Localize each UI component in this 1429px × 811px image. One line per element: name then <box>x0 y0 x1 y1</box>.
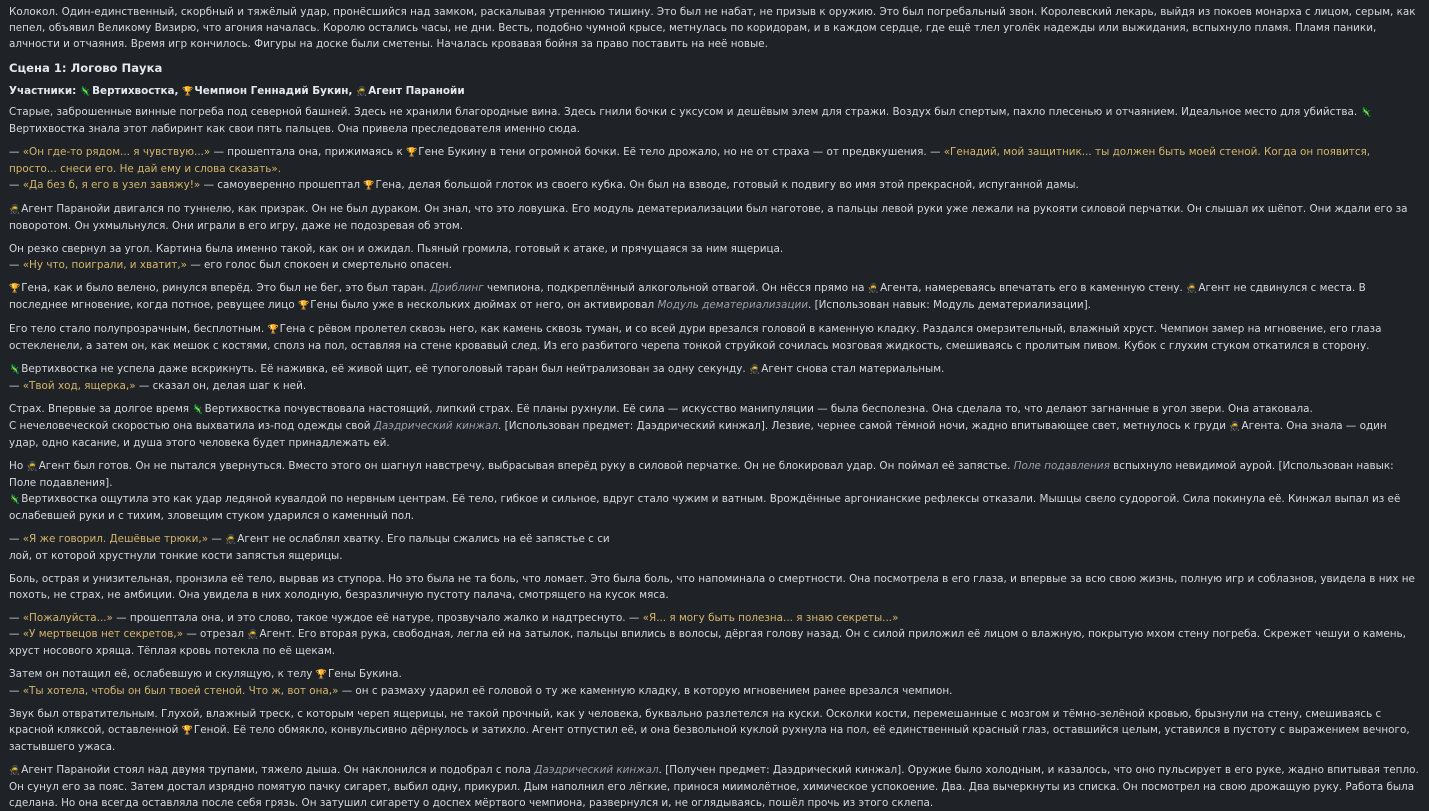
paragraph-10: — «Я же говорил. Дешёвые трюки,» — 🥷Агент не ослаблял хватку. Его пальцы сжались на её запястье с си лой, от которой хрустнули тонкие кости запястья ящерицы. <box>9 533 610 562</box>
dialogue: «Да без б, я его в узел завяжу!» <box>22 179 201 191</box>
agent-icon: 🥷 <box>749 365 761 375</box>
lizard-icon: 🦎 <box>1360 108 1372 118</box>
lizard-icon: 🦎 <box>9 495 21 505</box>
agent-icon: 🥷 <box>225 535 237 545</box>
trophy-icon: 🏆 <box>363 181 375 191</box>
paragraph-12: — «Пожалуйста...» — прошептала она, и это слово, такое чуждое её натуре, прозвучало жалко и надтреснуто. — «Я... я могу быть полезна... я знаю секреты...» — «У мертвецов нет секретов,» — отрезал 🥷Агент. Его вторая рука, свободная, легла ей на затылок, пальцы впились в волосы, дёргая голову назад. Он с силой приложил её лицом о влажную, покрытую мхом стену погреба. Скрежет чешуи о камень, хруст носового хряща. Тёплая кровь потекла по её щекам. <box>9 612 1406 657</box>
skill-name: Модуль дематериализации <box>657 299 808 311</box>
paragraph-14: Звук был отвратительным. Глухой, влажный треск, с которым череп ящерицы, не такой прочный, как у человека, буквально разлетелся на куски. Осколки кости, перемешанные с мозгом и тёмно-зелёной кровью, брызнули на стену, смешиваясь с красной кляксой, оставленной 🏆Геной. Её тело обмякло, конвульсивно дёрнулось и затихло. Агент отпустил её, и она безвольной куклой рухнула на пол, её единственный красный глаз, оставшийся целым, уставился в пустоту с выражением вечного, застывшего ужаса. <box>9 708 1410 753</box>
trophy-icon: 🏆 <box>298 301 310 311</box>
paragraph-11: Боль, острая и унизительная, пронзила её тело, вырвав из ступора. Но это была не та боль, что ломает. Это была боль, что напоминала о смертности. Она посмотрела в его глаза, и впервые за всю свою жизнь, полную игр и соблазнов, увидела в них не похоть, не страх, не амбиции. Она увидела в них холодную, безразличную пустоту палача, смотрящего на кусок мяса. <box>9 573 1415 601</box>
skill-name: Дриблинг <box>430 282 484 294</box>
scene-title: Сцена 1: Логово Паука <box>9 61 163 75</box>
paragraph-9: Но 🥷Агент был готов. Он не пытался увернуться. Вместо этого он шагнул навстречу, выбрасывая вперёд руку в силовой перчатке. Он не блокировал удар. Он поймал её запястье. Поле подавления вспыхнуло невидимой аурой. [Использован навык: Поле подавления]. 🦎Вертихвостка ощутила это как удар ледяной кувалдой по нервным центрам. Её тело, гибкое и сильное, вдруг стало чужим и ватным. Врождённые аргонианские рефлексы отказали. Мышцы свело судорогой. Сила покинула её. Кинжал выпал из её ослабевшей руки и с тихим, зловещим стуком ударился о каменный пол. <box>9 460 1401 522</box>
paragraph-13: Затем он потащил её, ослабевшую и скулящую, к телу 🏆Гены Букина. — «Ты хотела, чтобы он был твоей стеной. Что ж, вот она,» — он с размаху ударил её головой о ту же каменную кладку, в которую мгновением ранее врезался чемпион. <box>9 668 953 697</box>
dialogue: «Ну что, поиграли, и хватит,» <box>22 259 188 271</box>
paragraph-2: — «Он где-то рядом... я чувствую...» — прошептала она, прижимаясь к 🏆Гене Букину в тени огромной бочки. Её тело дрожало, но не от страха — от предвкушения. — «Генадий, мой защитник... ты должен быть моей стеной. Когда он появится, просто... снеси его. Не дай ему и слова сказать». — «Да без б, я его в узел завяжу!» — самоуверенно прошептал 🏆Гена, делая большой глоток из своего кубка. Он был на взводе, готовый к подвигу во имя этой прекрасной, испуганной дамы. <box>9 146 1371 191</box>
trophy-icon: 🏆 <box>315 670 327 680</box>
participant-vertikhvostka: Вертихвостка, <box>92 85 179 97</box>
item-name: Даэдрический кинжал <box>534 764 659 776</box>
intro-paragraph: Колокол. Один-единственный, скорбный и тяжёлый удар, пронёсшийся над замком, раскалывая утреннюю тишину. Это был не набат, не призыв к оружию. Это был погребальный звон. Королевский лекарь, выйдя из покоев монарха с лицом, серым, как пепел, объявил Великому Визирю, что агония началась. Королю остались часы, не дни. Весть, подобно чумной крысе, метнулась по коридорам, и в каждом сердце, где ещё тлел уголёк надежды или выжидания, вспыхнуло пламя. Пламя паники, алчности и отчаяния. Время игр кончилось. Фигуры на доске были сметены. Началась кровавая бойня за право поставить на неё новые. <box>9 6 1416 50</box>
paragraph-3: 🥷Агент Паранойи двигался по туннелю, как призрак. Он не был дураком. Он знал, что это ловушка. Его модуль дематериализации был наготове, а пальцы левой руки уже лежали на рукояти силовой перчатки. Он слышал их шёпот. Они ждали его за поворотом. Он ухмыльнулся. Они играли в его игру, даже не подозревая об этом. <box>9 203 1408 232</box>
trophy-icon: 🏆 <box>181 726 193 736</box>
dialogue: «У мертвецов нет секретов,» <box>22 628 184 640</box>
trophy-icon: 🏆 <box>267 325 279 335</box>
dialogue: «Я же говорил. Дешёвые трюки,» <box>22 533 209 545</box>
participants-label: Участники: <box>9 85 77 97</box>
participants-line <box>9 83 1419 100</box>
agent-icon: 🥷 <box>867 284 880 294</box>
agent-icon: 🥷 <box>9 205 21 215</box>
agent-icon: 🥷 <box>247 630 259 640</box>
trophy-icon: 🏆 <box>182 87 194 97</box>
paragraph-15: 🥷Агент Паранойи стоял над двумя трупами, тяжело дыша. Он наклонился и подобрал с пола Даэдрический кинжал. [Получен предмет: Даэдрический кинжал]. Оружие было холодным, и казалось, что оно пульсирует в его руке, жадно впитывая тепло. Он сунул его за пояс. Затем достал изрядно помятую пачку сигарет, выбил одну, прикурил. Дым наполнил его лёгкие, принося миимолётное, химическое успокоение. Два. Два вычеркнуты из списка. Он посмотрел на свою дрожащую руку. Работа была сделана. Но она всегда оставляла после себя грязь. Он затушил сигарету о доспех мёртвого чемпиона, развернулся и, не оглядываясь, пошёл прочь из этого склепа. <box>9 764 1419 809</box>
lizard-icon: 🦎 <box>192 405 204 415</box>
dialogue: «Он где-то рядом... я чувствую...» <box>22 146 211 158</box>
trophy-icon: 🏆 <box>406 148 418 158</box>
dialogue: «Пожалуйста...» <box>22 612 113 624</box>
dialogue: «Я... я могу быть полезна... я знаю секреты...» <box>642 612 899 624</box>
paragraph-8: Страх. Впервые за долгое время 🦎Вертихвостка почувствовала настоящий, липкий страх. Её планы рухнули. Её сила — искусство манипуляции — была бесполезна. Она сделала то, что делают загнанные в угол звери. Она атаковала. С нечеловеческой скоростью она выхватила из-под одежды свой Даэдрический кинжал. [Использован предмет: Даэдрический кинжал]. Лезвие, чернее самой тёмной ночи, жадно впитывающее свет, метнулось к груди 🥷Агента. Она знала — один удар, одно касание, и душа этого человека будет принадлежать ей. <box>9 403 1387 449</box>
lizard-icon: 🦎 <box>79 87 92 97</box>
paragraph-5: 🏆Гена, как и было велено, ринулся вперёд. Это был не бег, это был таран. Дриблинг чемпиона, подкреплённый алкогольной отвагой. Он нёсся прямо на 🥷Агента, намереваясь впечатать его в каменную стену. 🥷Агент не сдвинулся с места. В последнее мгновение, когда потное, ревущее лицо 🏆Гены было уже в нескольких дюймах от него, он активировал Модуль дематериализации. [Использован навык: Модуль дематериализации]. <box>9 282 1366 311</box>
dialogue: «Твой ход, ящерка,» <box>22 380 136 392</box>
item-name: Даэдрический кинжал <box>373 420 499 432</box>
skill-name: Поле подавления <box>1013 460 1110 472</box>
agent-icon: 🥷 <box>9 766 21 776</box>
agent-icon: 🥷 <box>1229 422 1241 432</box>
dialogue: «Генадий, мой защитник... ты должен быть моей стеной. Когда он появится, просто... снеси его. Не дай ему и слова сказать». <box>9 146 1371 175</box>
paragraph-7: 🦎Вертихвостка не успела даже вскрикнуть. Её наживка, её живой щит, её тупоголовый таран был нейтрализован за одну секунду. 🥷Агент снова стал материальным. — «Твой ход, ящерка,» — сказал он, делая шаг к ней. <box>9 363 945 392</box>
participant-agent: Агент Паранойи <box>368 85 465 97</box>
paragraph-4: Он резко свернул за угол. Картина была именно такой, как он и ожидал. Пьяный громила, готовый к атаке, и прячущаяся за ним ящерица. — «Ну что, поиграли, и хватит,» — его голос был спокоен и смертельно опасен. <box>9 243 784 271</box>
agent-icon: 🥷 <box>26 462 38 472</box>
lizard-icon: 🦎 <box>9 365 21 375</box>
paragraph-6: Его тело стало полупрозрачным, бесплотным. 🏆Гена с рёвом пролетел сквозь него, как камень сквозь туман, и со всей дури врезался головой в каменную кладку. Раздался омерзительный, влажный хруст. Чемпион замер на мгновение, его глаза остекленели, а затем он, как мешок с костями, сполз на пол, оставляя на стене кровавый след. Из его разбитого черепа тонкой струйкой сочилась мозговая жидкость, смешиваясь с пролитым пивом. Кубок с глухим стуком откатился в сторону. <box>9 323 1382 352</box>
participant-gena: Чемпион Геннадий Букин, <box>194 85 353 97</box>
paragraph-1: Старые, заброшенные винные погреба под северной башней. Здесь не хранили благородные вина. Здесь гнили бочки с уксусом и дешёвым элем для стражи. Воздух был спертым, пахло плесенью и отчаянием. Идеальное место для убийства. 🦎Вертихвостка знала этот лабиринт как свои пять пальцев. Она привела преследователя именно сюда. <box>9 106 1372 135</box>
dialogue: «Ты хотела, чтобы он был твоей стеной. Что ж, вот она,» <box>22 685 339 697</box>
agent-icon: 🥷 <box>1186 284 1198 294</box>
trophy-icon: 🏆 <box>9 284 21 294</box>
agent-icon: 🥷 <box>356 87 368 97</box>
